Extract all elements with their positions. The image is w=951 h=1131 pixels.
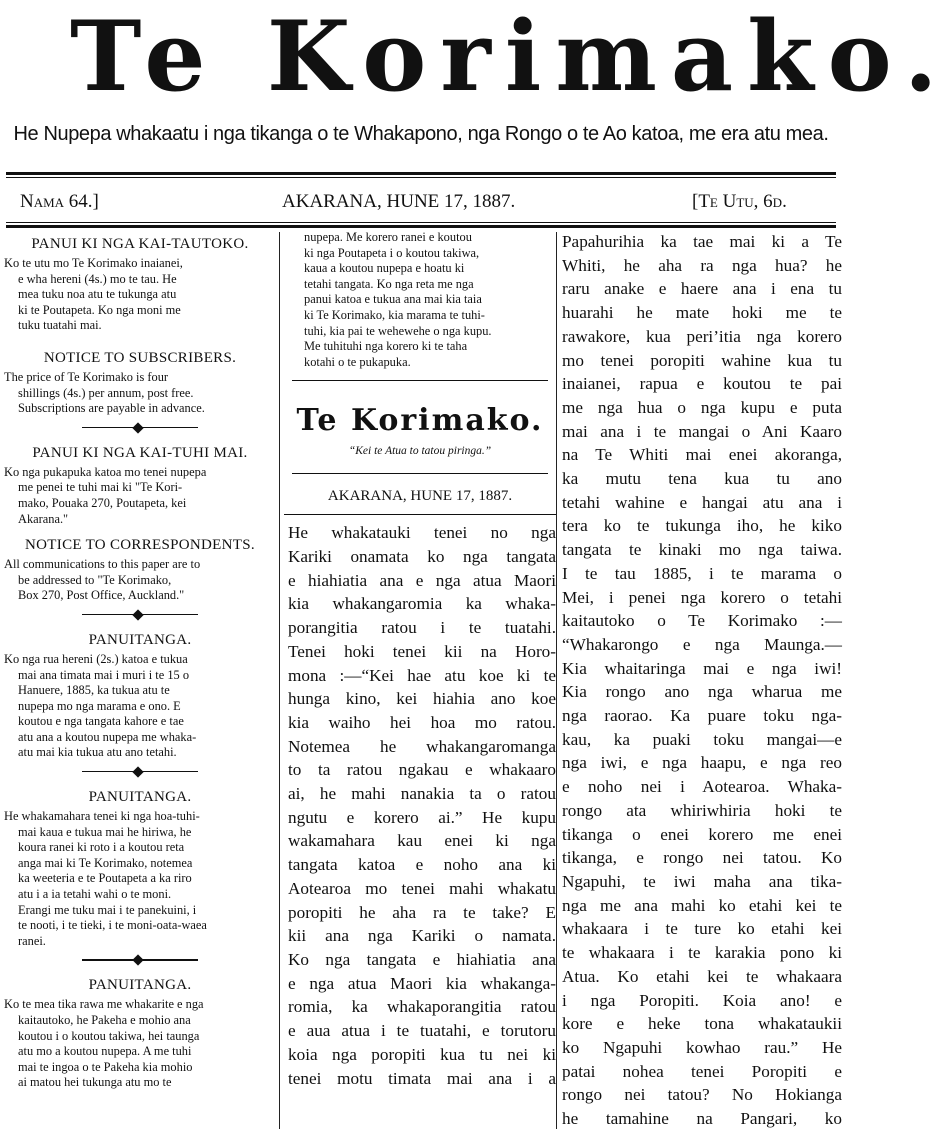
notice-heading: NOTICE TO CORRESPONDENTS. [25,537,255,554]
article-line: Ngapuhi, te iwi maha ana tika- [562,871,842,891]
notice-heading: PANUITANGA. [88,977,192,994]
newspaper-title: Te Korimako. [70,0,951,113]
article-line: nga iwi, e nga haapu, e nga reo [562,753,842,773]
notice-body [2,809,278,949]
notice-line: Ko nga rua hereni (2s.) katoa e tukua [4,651,188,666]
notice-line: Hanuere, 1885, ka tukua atu te [18,683,170,698]
section-rule [292,380,548,381]
article-line: te whakaara i te karakia pono ki [562,943,842,963]
editorial-line: Notemea he whakangaromanga [288,736,556,756]
article-line: tikanga, e rongo nei tatou. Ko [562,848,842,868]
editorial-line: hunga kino, kei hiahia ano koe [288,689,556,709]
editorial-line: kia waiho hei hoa mo ratou. [288,712,556,732]
notice-line: anga mai ki Te Korimako, notemea [18,855,193,870]
notice-line: Ko te mea tika rawa me whakarite e nga [4,997,204,1012]
editorial-line: ngutu e korero ai.” He kupu [288,807,556,827]
notice-block [2,234,278,334]
editorial-column [284,230,556,1130]
editorial-line: e nga atua Maori kia whakanga- [288,973,556,993]
editorial-line: tangata katoa e noho ana ki [288,855,556,875]
notice-line: mea tuku noa atu te tukunga atu [18,287,177,302]
notice-line: kaitautoko, he Pakeha e mohio ana [18,1013,191,1027]
notice-body [2,465,278,527]
article-line: huarahi he mate hoki me te [562,303,842,323]
article-line: Kia whaitaringa mai e nga iwi! [562,658,842,678]
editorial-line: He whakatauki tenei no nga [288,523,556,543]
editorial-line: ai, he mahi nanakia ta o ratou [288,784,556,804]
notice-body [2,256,278,334]
issue-price: [Te Utu, 6d. [692,191,787,212]
editorial-line: koia nga poropiti kua tu nei ki [288,1044,556,1064]
article-line: me nga hua o nga kupu e puta [562,397,842,417]
notice-heading: PANUITANGA. [88,631,192,648]
header-rule-top-thin [6,177,836,178]
section-rule [292,473,548,474]
notice-line: He whakamahara tenei ki nga hoa-tuhi- [4,809,200,824]
editorial-line: Tenei hoki tenei kii na Horo- [288,641,556,661]
article-body [560,230,842,1131]
article-line: kore e heke tona whakataukii [562,1014,842,1034]
editorial-line: Ko nga tangata e hiahiatia ana [288,950,556,969]
notice-line: mai te ingoa o te Pakeha kia mohio [18,1059,193,1074]
notice-line: tuku tuatahi mai. [18,318,102,333]
article-line: tetahi wahine e hangai atu ana i [562,492,842,512]
article-line: kau, ka puaki toku mangai—e [562,729,842,749]
article-line: inaianei, rapua e koutou te pai [562,374,842,394]
notice-line: atu mo a koutou nupepa. A me tuhi [18,1044,192,1059]
editorial-line: romia, ka whakaporangitia ratou [288,997,556,1017]
article-line: i nga Poropiti. Koia ano! e [562,990,842,1010]
notice-heading: PANUI KI NGA KAI-TAUTOKO. [31,236,249,252]
editorial-date: AKARANA, HUNE 17, 1887. [327,488,513,505]
notice-line: e wha hereni (4s.) mo te tau. He [18,271,177,286]
editorial-body [284,521,556,1090]
notice-heading: PANUITANGA. [88,789,192,806]
masthead [0,0,951,120]
article-line: Atua. Ko etahi kei te whakaara [562,966,842,986]
notice-heading: PANUI KI NGA KAI-TUHI MAI. [32,444,248,461]
notice-block [2,975,278,1091]
header-rule-bottom [6,225,836,228]
editorial-line: poropiti he aha ra te take? E [288,902,556,922]
notice-line: koutou e nga tangata kahore e tae [18,714,184,729]
notice-line: ki te Poutapeta. Ko nga moni me [18,302,181,317]
editorial-line: e aua atua i te tuatahi, e torutoru [288,1021,556,1041]
article-line: whakaara i te ture ko etahi kei [562,919,842,939]
notice-block [2,443,278,527]
notice-line: Me tuhituhi nga korero ki te taha [304,339,468,354]
article-line: e noho nei i Aotearoa. Whaka- [562,777,842,797]
notice-line: The price of Te Korimako is four [4,369,169,384]
article-line: nga raorao. Ka puare toku nga- [562,706,842,726]
notice-heading: NOTICE TO SUBSCRIBERS. [43,349,237,366]
notice-continuation [284,230,556,370]
article-line: Mei, i penei nga korero o tetahi [562,587,842,607]
notice-line: Box 270, Post Office, Auckland." [18,588,185,603]
ornament-divider [2,949,278,971]
notice-line: atu ana a koutou nupepa me whaka- [18,729,197,744]
article-line: tikanga o enei korero me enei [562,824,842,844]
dateline [0,188,842,218]
header-rule-top [6,172,836,175]
notice-line: te nooti, i te tieki, i te moni-oata-waea [18,918,207,933]
ornament-divider [2,417,278,439]
editorial-line: kii ana nga Kariki o namata. [288,926,556,946]
article-line: Kia rongo ano nga wharua me [562,682,842,702]
notice-line: shillings (4s.) per annum, post free. [18,385,194,400]
article-line: raru anake e haere ana i ena tu [562,279,842,299]
editorial-title: Te Korimako. [296,403,544,439]
article-line: mai ana i te mangai o Ani Kaaro [562,421,842,441]
editorial-line: kia whakangaromia ka whaka- [288,594,556,614]
notice-body [2,997,278,1091]
notice-block [2,787,278,949]
ornament-divider [2,604,278,626]
article-line: na Te Whiti mai enei akoranga, [562,445,842,465]
notice-block [2,630,278,761]
editorial-line: wakamahara kau enei ki nga [288,831,556,851]
notice-line: kotahi o te pukapuka. [304,354,411,369]
article-line: nga me ana mahi ko etahi kei te [562,895,842,915]
notice-line: tetahi tangata. Ko nga reta me nga [304,276,474,291]
article-line: I te tau 1885, i te marama o [562,563,842,583]
notice-line: be addressed to "Te Korimako, [18,572,172,587]
issue-date: AKARANA, HUNE 17, 1887. [282,191,516,212]
notice-line: Akarana." [18,511,69,526]
editorial-line: Kariki onamata ko nga tangata [288,547,556,567]
article-line: rawakore, kua peri’itia nga korero [562,326,842,346]
notice-line: mai ana timata mai i muri i te 15 o [18,667,190,682]
article-line: Whiti, he aha ra nga hua? he [562,255,842,275]
notice-line: panui katoa e tukua ana mai kia taia [304,292,482,307]
header-rule-bottom-thin [6,222,836,223]
editorial-line: tenei motu timata mai ana i a [288,1068,556,1088]
article-line: tangata te kinaki mo nga taiwa. [562,540,842,560]
article-line: kaitautoko o Te Korimako :— [562,611,842,631]
notice-body [2,370,278,417]
notice-line: ai matou hei tukunga atu mo te [18,1075,172,1090]
column-divider-2 [556,232,557,1129]
notice-line: ka weeteria e te Poutapeta a ka riro [18,871,192,886]
notice-line: tuhi, kia pai te wehewehe o nga kupu. [304,323,492,338]
article-line: patai nohea tenei Poropiti e [562,1061,842,1081]
editorial-line: to ta ratou ngakau e whakaaro [288,760,556,780]
notice-line: ki nga Poutapeta i o koutou takiwa, [304,245,480,260]
notice-line: mai kaua e tukua mai he hiriwa, he [18,824,192,839]
notice-body [2,652,278,761]
notice-line: koura ranei ki roto i a koutou reta [18,840,185,855]
article-column [560,230,842,1130]
notice-line: ki Te Korimako, kia marama te tuhi- [304,307,485,322]
column-divider-1 [279,232,280,1129]
editorial-motto: “Kei te Atua to tatou piringa.” [348,445,492,458]
notices-column [2,230,278,1130]
article-line: rongo ata whiriwhiria hoki te [562,800,842,820]
article-line: Papahurihia ka tae mai ki a Te [562,232,842,251]
article-line: mo tenei poropiti wahine kua tu [562,350,842,370]
section-rule [284,514,556,515]
newspaper-subtitle: He Nupepa whakaatu i nga tikanga o te Whakapono, nga Rongo o te Ao katoa, me era atu mea. [13,123,829,145]
editorial-line: porangitia ratou i te tuatahi. [288,618,556,638]
notice-line: All communications to this paper are to [4,557,201,572]
article-line: ko Ngapuhi kowhao rau.” He [562,1037,842,1057]
article-line: rongo nei tatou? No Hokianga [562,1085,842,1105]
editorial-line: e hiahiatia ana e nga atua Maori [288,570,556,590]
article-line: “Whakarongo e nga Maunga.— [562,634,842,654]
notice-line: atu mai kia tukua atu ano tetahi. [18,745,177,760]
notice-body [2,557,278,604]
notice-block [2,535,278,604]
notice-line: nupepa. Me korero ranei e koutou [304,230,472,244]
notice-line: koutou i o koutou takiwa, hei taunga [18,1028,200,1043]
article-line: tera ko te tukunga iho, he kiko [562,516,842,536]
notice-line: Ko te utu mo Te Korimako inaianei, [4,256,183,270]
notice-line: me penei te tuhi mai ki "Te Kori- [18,480,183,495]
notice-line: Erangi me tuku mai i te panekuini, i [18,902,197,917]
notice-block [2,348,278,417]
issue-number: Nama 64.] [20,191,99,212]
notice-line: mako, Pouaka 270, Poutapeta, kei [18,495,187,510]
notice-line: ranei. [18,933,46,948]
article-line: ka mutu tena kua tu ano [562,469,842,489]
notice-line: Subscriptions are payable in advance. [18,401,205,416]
editorial-line: Aotearoa mo tenei mahi whakatu [288,878,556,898]
notice-line: atu i a ia tetahi wahi o te moni. [18,887,172,902]
ornament-divider [2,761,278,783]
notice-line: nupepa mo nga marama e ono. E [18,698,181,713]
article-line: he tamahine na Pangari, ko [562,1109,842,1129]
notice-line: kaua a koutou nupepa e hoatu ki [304,261,465,276]
editorial-line: mona :—“Kei hae atu koe ki te [288,665,556,685]
notice-line: Ko nga pukapuka katoa mo tenei nupepa [4,464,207,479]
